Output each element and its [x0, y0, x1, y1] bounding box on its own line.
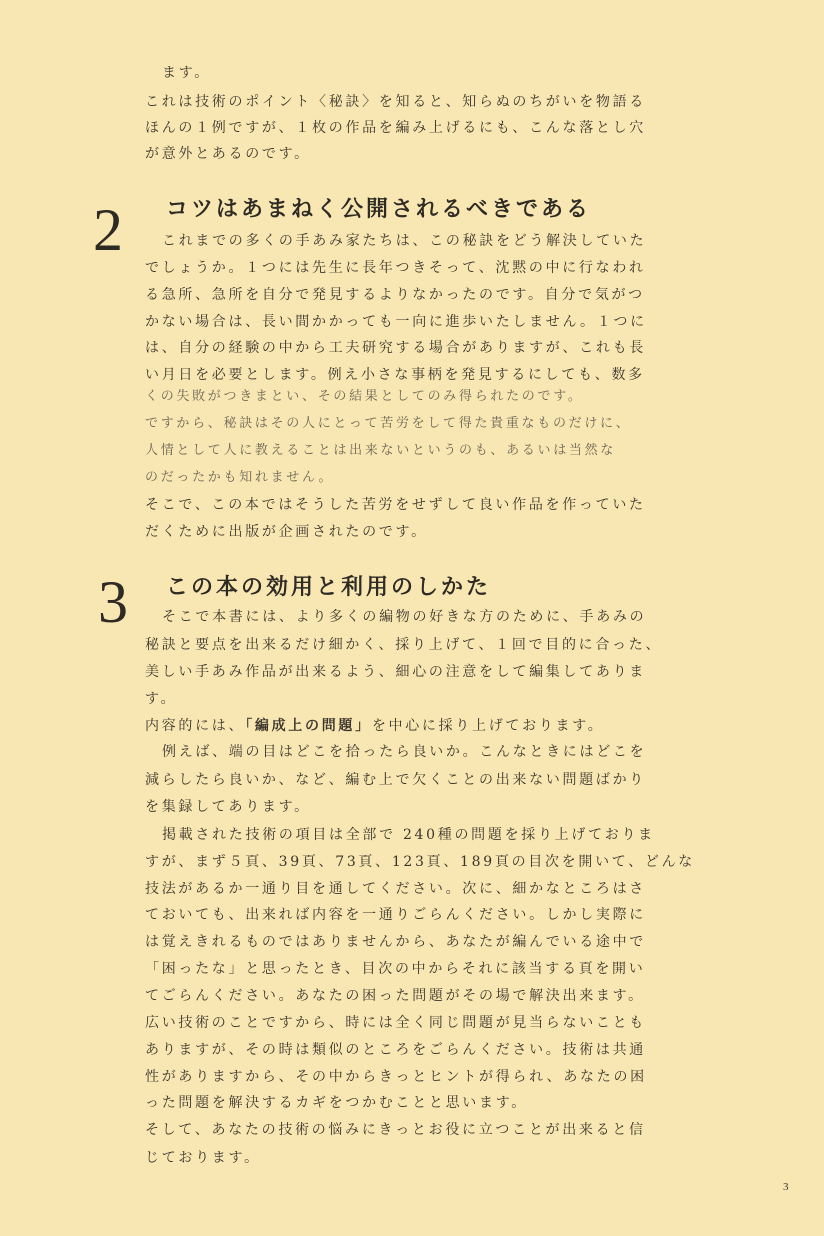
- text-line: 性がありますから、その中からきっとヒントが得られ、あなたの困: [145, 1069, 647, 1085]
- text-line: 減らしたら良いか、など、編む上で欠くことの出来ない問題ばかり: [145, 772, 646, 788]
- text-line: 技法があるか一通り目を通してください。次に、細かなところはさ: [145, 881, 646, 897]
- text-line: すが、まず５頁、39頁、73頁、123頁、189頁の目次を開いて、どんな: [145, 854, 695, 870]
- emphasis-line: [145, 717, 605, 735]
- text-line: った問題を解決するカギをつかむことと思います。: [145, 1095, 528, 1111]
- section-heading: この本の効用と利用のしかた: [166, 575, 492, 600]
- text-line: は覚えきれるものではありませんから、あなたが編んでいる途中で: [145, 934, 646, 950]
- text-line: 「困ったな」と思ったとき、目次の中からそれに該当する頁を開い: [145, 961, 646, 977]
- text-line: ほんの１例ですが、１枚の作品を編み上げるにも、こんな落とし穴: [145, 120, 646, 136]
- text-line: かない場合は、長い間かかっても一向に進歩いたしません。１つに: [145, 314, 647, 330]
- text-line: 美しい手あみ作品が出来るよう、細心の注意をして編集してありま: [145, 664, 646, 680]
- text-line: これまでの多くの手あみ家たちは、この秘訣をどう解決していた: [162, 233, 647, 249]
- text-line: これは技術のポイント〈秘訣〉を知ると、知らぬのちがいを物語る: [145, 94, 646, 110]
- text-segment: 内容的には、: [145, 718, 246, 734]
- text-line: くの失敗がつきまとい、その結果としてのみ得られたのです。: [145, 389, 584, 404]
- text-line: ます。: [162, 65, 211, 81]
- text-line: す。: [145, 691, 178, 707]
- text-line: 例えば、端の目はどこを拾ったら良いか。こんなときにはどこを: [162, 744, 647, 760]
- text-line: 広い技術のことですから、時には全く同じ問題が見当らないことも: [145, 1015, 646, 1031]
- text-line: は、自分の経験の中から工夫研究する場合がありますが、これも長: [145, 340, 646, 356]
- text-line: だくために出版が企画されたのです。: [145, 524, 428, 540]
- text-line: ておいても、出来れば内容を一通りごらんください。しかし実際に: [145, 907, 646, 923]
- text-segment: を中心に採り上げております。: [371, 718, 605, 734]
- text-line: そして、あなたの技術の悩みにきっとお役に立つことが出来ると信: [145, 1122, 646, 1138]
- page-number: 3: [783, 1181, 789, 1193]
- text-line: 秘訣と要点を出来るだけ細かく、採り上げて、１回で目的に合った、: [145, 637, 663, 653]
- text-line: を集録してあります。: [145, 799, 311, 815]
- emphasis-text: 「編成上の問題」: [245, 718, 372, 734]
- section-number: 3: [98, 569, 128, 635]
- text-line: てごらんください。あなたの困った問題がその場で解決出来ます。: [145, 988, 645, 1004]
- section-number: 2: [93, 197, 123, 263]
- text-line: そこで本書には、より多くの編物の好きな方のために、手あみの: [162, 609, 647, 625]
- text-line: 掲載された技術の項目は全部で 240種の問題を採り上げておりま: [162, 827, 655, 843]
- section-heading: コツはあまねく公開されるべきである: [166, 197, 592, 222]
- text-line: い月日を必要とします。例え小さな事柄を発見するにしても、数多: [145, 367, 645, 383]
- text-line: が意外とあるのです。: [145, 146, 311, 162]
- text-line: でしょうか。１つには先生に長年つきそって、沈黙の中に行なわれ: [145, 260, 646, 276]
- text-line: のだったかも知れません。: [145, 470, 335, 485]
- text-line: そこで、この本ではそうした苦労をせずして良い作品を作っていた: [145, 497, 646, 513]
- text-line: る急所、急所を自分で発見するよりなかったのです。自分で気がつ: [145, 287, 645, 303]
- text-line: 人情として人に教えることは出来ないというのも、あるいは当然な: [145, 443, 617, 458]
- text-line: ですから、秘訣はその人にとって苦労をして得た貴重なものだけに、: [145, 416, 632, 431]
- text-line: ありますが、その時は類似のところをごらんください。技術は共通: [145, 1042, 646, 1058]
- text-line: じております。: [145, 1150, 261, 1166]
